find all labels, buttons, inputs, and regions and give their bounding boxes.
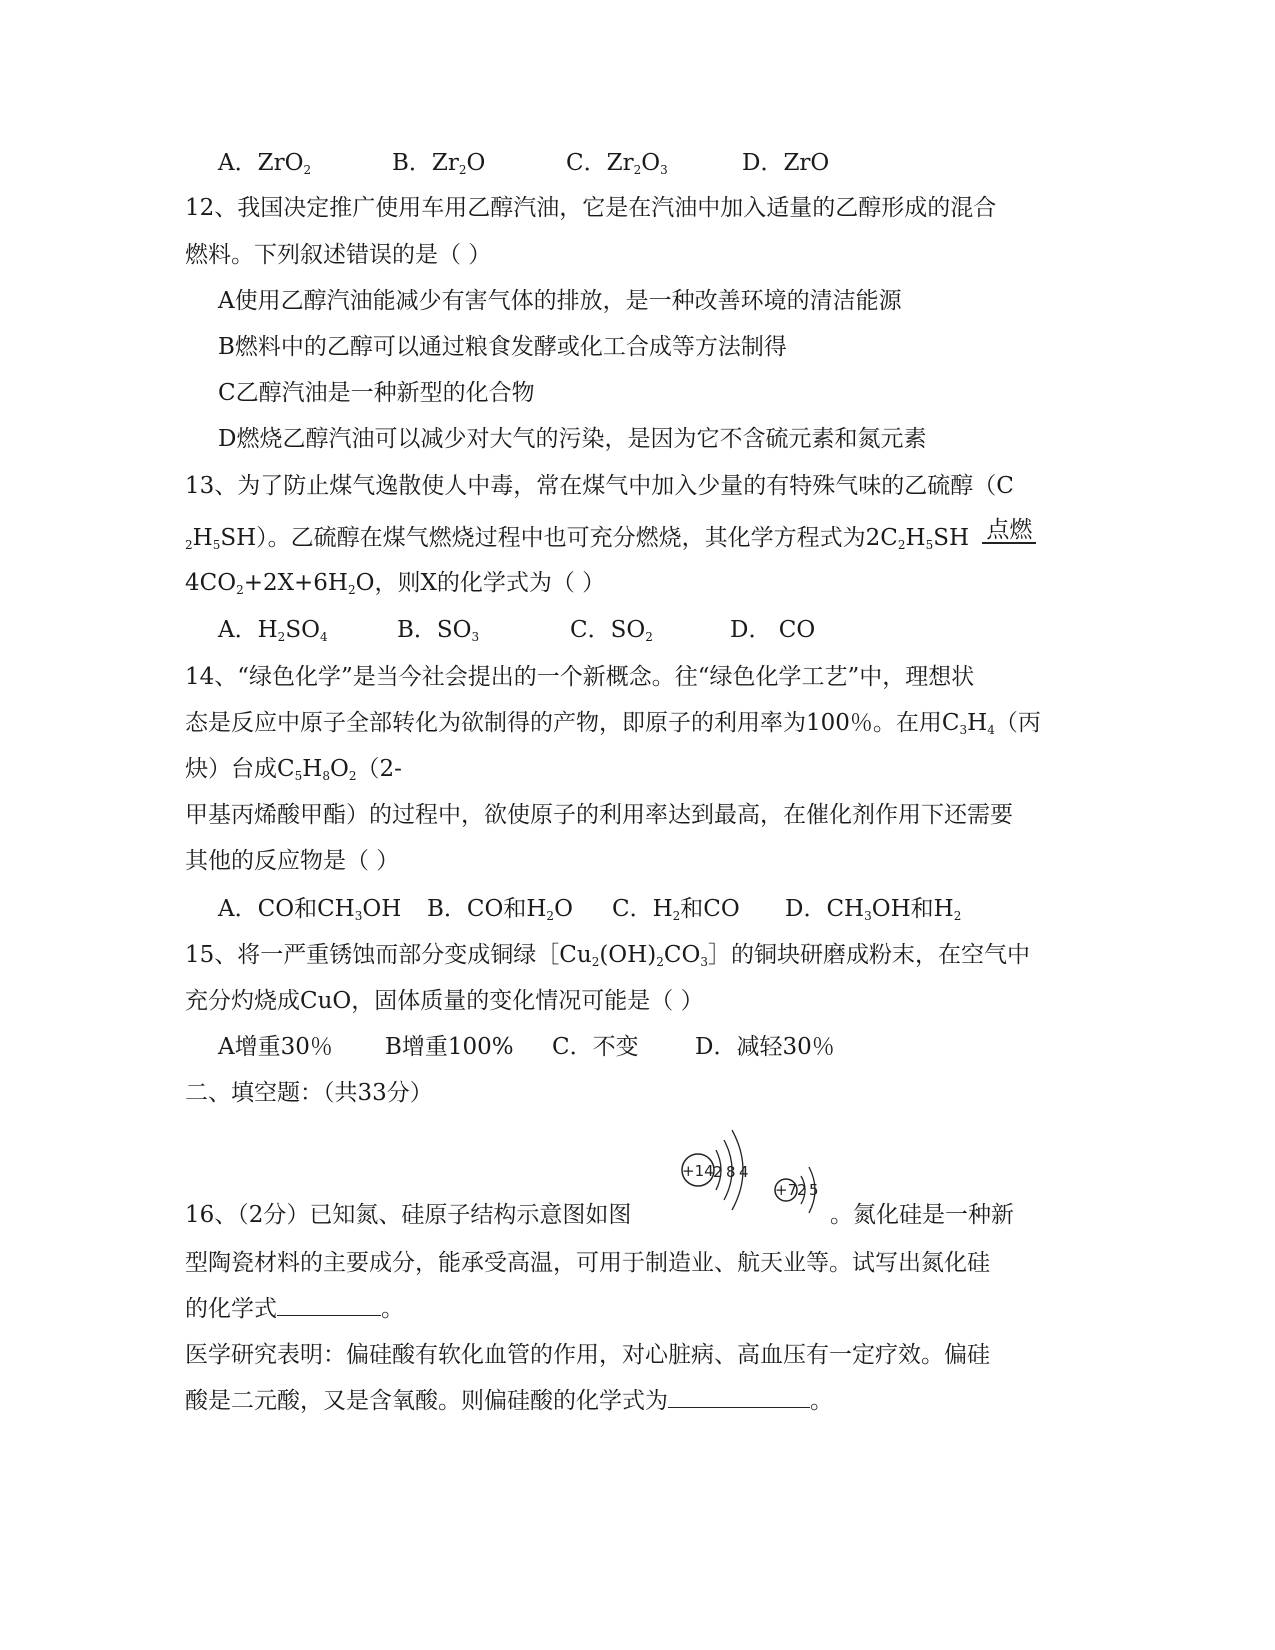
- q14-stem-line5: 其他的反应物是（ ）: [185, 848, 400, 874]
- q13-stem-line2: $_2H_5SH$）。乙硫醇在煤气燃烧过程中也可充分燃烧，其化学方程式为$2C_2H_5SH$ 点燃: [185, 523, 1036, 553]
- q15-option-a: A增重30％: [218, 1034, 333, 1060]
- q16-line3: 的化学式 。: [185, 1296, 404, 1322]
- silicon-shell-1-count: 2: [713, 1163, 723, 1181]
- answer-blank-metasilicic-acid[interactable]: [668, 1387, 810, 1408]
- q15-option-d: D．减轻30％: [695, 1034, 835, 1060]
- q13-stem-line1: 13、为了防止煤气逸散使人中毒，常在煤气中加入少量的有特殊气味的乙硫醇（C: [185, 473, 1014, 499]
- q16-line4: 医学研究表明：偏硅酸有软化血管的作用，对心脏病、高血压有一定疗效。偏硅: [185, 1342, 990, 1368]
- q16-line5: 酸是二元酸，又是含氧酸。则偏硅酸的化学式为 。: [185, 1388, 833, 1414]
- q12-stem-line2: 燃料。下列叙述错误的是（ ）: [185, 242, 492, 268]
- q11-option-d: D．ZrO: [742, 150, 830, 176]
- q15-stem-line1: 15、将一严重锈蚀而部分变成铜绿$[Cu_2(OH)_2CO_3]$的铜块研磨成粉末，在空气中: [185, 942, 1030, 969]
- reaction-condition: 点燃: [982, 518, 1036, 544]
- q14-stem-line4: 甲基丙烯酸甲酯）的过程中，欲使原子的利用率达到最高，在催化剂作用下还需要: [185, 802, 1013, 828]
- q11-option-b: B．$Zr_2O$: [392, 150, 486, 177]
- q14-stem-line2: 态是反应中原子全部转化为欲制得的产物，即原子的利用率为100％。在用$C_3H_4$（丙: [185, 710, 1041, 737]
- q16-line1-post: 。氮化硅是一种新: [830, 1202, 1014, 1228]
- q13-option-c: C．$SO_2$: [570, 617, 653, 644]
- q15-option-b: B增重100%: [385, 1034, 514, 1060]
- q12-stem-line1: 12、我国决定推广使用车用乙醇汽油，它是在汽油中加入适量的乙醇形成的混合: [185, 195, 997, 221]
- q15-stem-line2: 充分灼烧成CuO，固体质量的变化情况可能是（ ）: [185, 988, 704, 1014]
- q11-option-a: A．ZrO$_2$: [218, 150, 312, 177]
- silicon-shell-3-count: 4: [739, 1163, 749, 1181]
- silicon-atom-diagram: [682, 1130, 749, 1210]
- q14-stem-line3: 炔）台成$C_5H_8O_2(2-$: [185, 756, 402, 783]
- nitrogen-atom-diagram: [775, 1167, 819, 1213]
- q13-stem-line3: $4CO_2+2X+6H_2O$，则X的化学式为（ ）: [185, 570, 606, 597]
- q14-option-d: D．$CH_3OH$和$H_2$: [785, 896, 962, 923]
- q14-stem-line1: 14、“绿色化学”是当今社会提出的一个新概念。往“绿色化学工艺”中，理想状: [185, 664, 975, 690]
- q13-option-b: B．$SO_3$: [397, 617, 480, 644]
- silicon-nucleus-charge: +14: [682, 1162, 714, 1180]
- q14-option-c: C．$H_2$和CO: [612, 896, 740, 923]
- q12-option-b: B燃料中的乙醇可以通过粮食发酵或化工合成等方法制得: [218, 334, 787, 360]
- q15-option-c: C．不变: [552, 1034, 639, 1060]
- section-title: 二、填空题：（共33分）: [185, 1080, 433, 1106]
- q12-option-a: A使用乙醇汽油能减少有害气体的排放，是一种改善环境的清洁能源: [218, 288, 902, 314]
- q13-option-d: D． CO: [730, 617, 816, 643]
- q14-option-b: B．CO和$H_2O$: [427, 896, 573, 923]
- nitrogen-shell-2-count: 5: [809, 1181, 819, 1199]
- silicon-shell-2-count: 8: [726, 1163, 736, 1181]
- nitrogen-nucleus-charge: +7: [775, 1181, 798, 1199]
- q14-option-a: A．CO和$CH_3OH$: [218, 896, 402, 923]
- q16-line1-pre: 16、（2分）已知氮、硅原子结构示意图如图: [185, 1202, 632, 1228]
- q13-option-a: A．$H_2SO_4$: [218, 617, 328, 644]
- q16-line2: 型陶瓷材料的主要成分，能承受高温，可用于制造业、航天业等。试写出氮化硅: [185, 1250, 990, 1276]
- q12-option-c: C乙醇汽油是一种新型的化合物: [218, 380, 535, 406]
- nitrogen-shell-1-count: 2: [797, 1181, 807, 1199]
- atomic-structure-diagram: [672, 1122, 832, 1230]
- answer-blank-silicon-nitride[interactable]: [277, 1295, 381, 1316]
- q12-option-d: D燃烧乙醇汽油可以减少对大气的污染，是因为它不含硫元素和氮元素: [218, 426, 927, 452]
- q11-option-c: C．$Zr_2O_3$: [566, 150, 668, 177]
